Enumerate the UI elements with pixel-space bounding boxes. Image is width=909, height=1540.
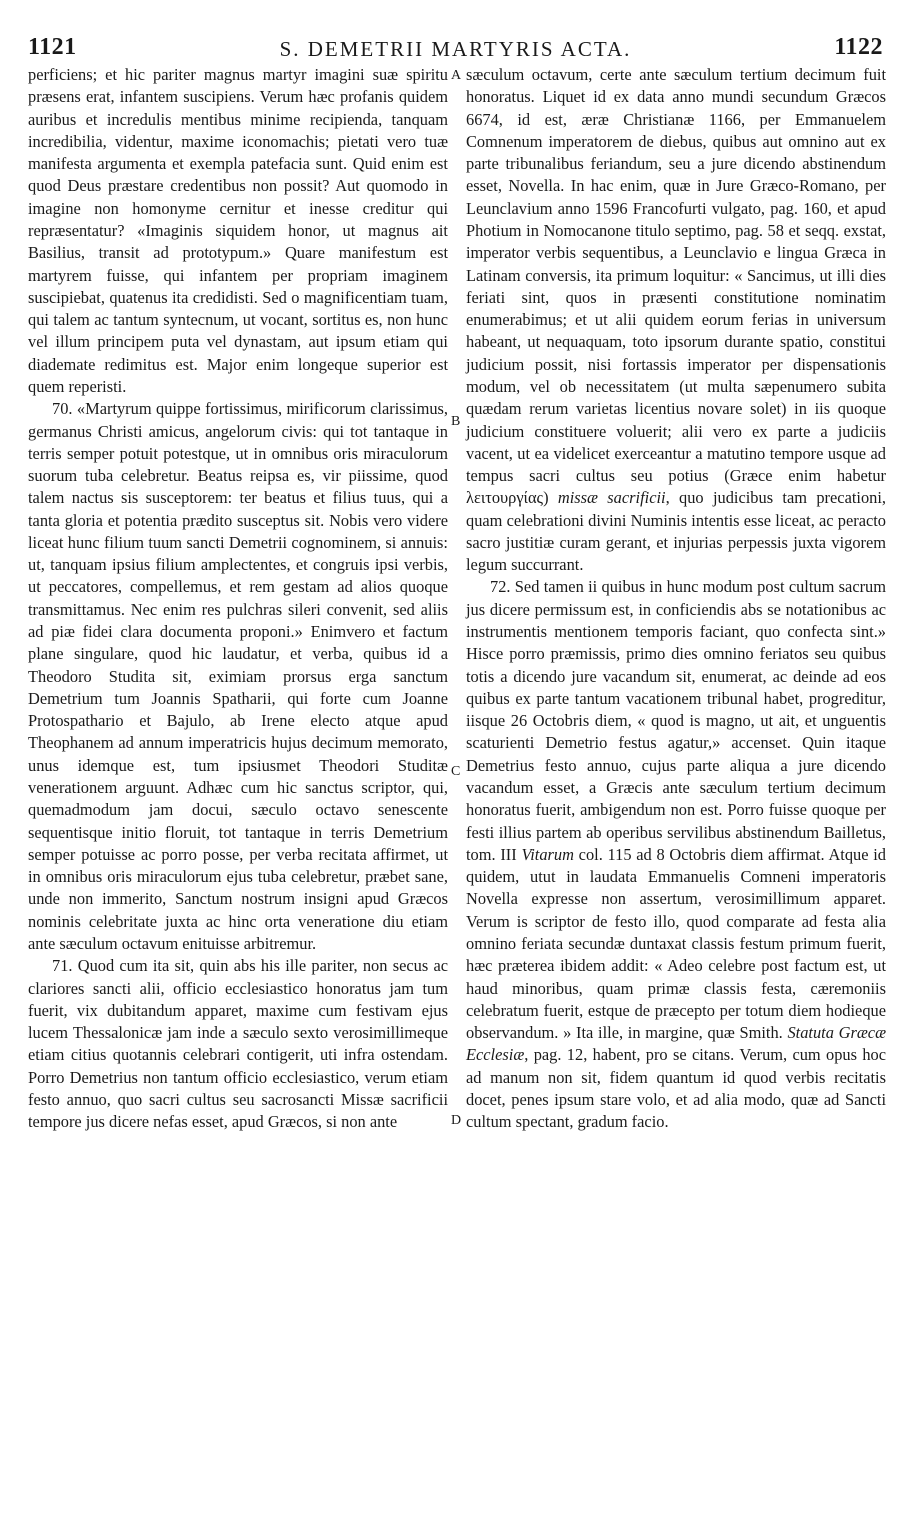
paragraph-72: [466, 576, 886, 1133]
text-run: sæculum octavum, certe ante sæculum tertium decimum fuit honoratus. Liquet id ex data anno mundi secundum Græcos 6674, id est, æræ Christianæ 1166, per Emmanuelem Comnenum imperatorem de diebus, quibus aut omnino aut ex parte tribunalibus feriandum, seu a jure dicendo abstinendum esset, Novella. In hac enim, quæ in Jure Græco-Romano, per Leunclavium anno 1596 Francofurti vulgato, pag. 160, et apud Photium in Nomocanone titulo septimo, pag. 58 et seqq. exstat, imperator verbis sequentibus, a Leunclavio e lingua Græca in Latinam conversis, ita primum loquitur: « Sancimus, ut illi dies feriati sint, quos in præsenti constitutione nominatim enumerabimus; et ut alii quidem eorum ferias in universum habeant, ut nequaquam, toto ipsorum durante spatio, constitui judicium possit, nisi fortassis imperator per dispensationis modum, vel ob necessitatem (ut multa sæpenumero subita quædam rerum varietas licentius novare solet) in iis quoque judicium constituere voluerit; alii vero ex parte a judiciis vacent, ut ea videlicet exerceantur a matutino tempore usque ad tempus sacri cultus seu potius (Græce enim habetur: [466, 65, 886, 486]
paragraph-71: 71. Quod cum ita sit, quin abs his ille pariter, non secus ac clariores sancti alii, officio ecclesiastico honoratus jam tum fuerit, vix dubitandum apparet, maxime cum festivam ejus lucem Thessalonicæ jam inde a sæculo sexto verosimillimeque etiam citius quotannis celebrari contigerit, uti infra ostendam. Porro Demetrius non tantum officio ecclesiastico, verum etiam festo annuo, quo sacri cultus seu sacrosancti Missæ sacrificii tempore jus dicere nefas esset, apud Græcos, si non ante: [28, 956, 448, 1132]
paragraph-continued-right: [466, 64, 886, 576]
italic-term: Statuta Græcæ Ecclesiæ: [466, 1023, 886, 1065]
running-title: S. DEMETRII MARTYRIS ACTA.: [279, 37, 632, 61]
greek-term: λειτουργίας: [466, 488, 544, 508]
margin-letter-b: B: [451, 414, 461, 429]
text-run: col. 115 ad 8 Octobris diem affirmat. Atque id quidem, utut in laudata Emmanuelis Comneni imperatoris Novella expresse non assertum, verosimillimum apparet. Verum is scriptor de festo illo, quod comparate ad festa alia omnino feriata secundæ duntaxat classis festum primum fuerit, hæc præterea ibidem addit: « Adeo celebre post factum est, ut haud minoribus, quam primæ classis festa, cæremoniis celebratum fuerit, estque de præcepto per totum diem hodieque observandum. » Ita ille, in margine, quæ Smith.: [466, 844, 886, 1043]
left-column: [28, 64, 448, 1134]
text-run: , pag. 12, habent, pro se citans. Verum, cum opus hoc ad manum non sit, fidem quantum id quod verbis recitatis docet, penes ipsum stare volo, et ad alia modo, quæ ad Sancti cultum spectant, gradum facio.: [466, 1045, 886, 1132]
page-number-right: 1122: [834, 34, 883, 60]
margin-letter-a: A: [451, 68, 462, 83]
italic-term: Vitarum: [521, 844, 574, 864]
page-number-left: 1121: [28, 34, 77, 60]
paragraph-continued: perficiens; et hic pariter magnus martyr imagini suæ spiritu præsens erat, infantem suscipiens. Verum hæc profanis quidem auribus et incredulis mentibus minime recipienda, tanquam incredibilia, videntur, maxime iconomachis; pietati vero tuæ manifesta argumenta et exempla patefacia sunt. Quid enim est quod Deus præstare credentibus non possit? Aut quomodo in imagine non homonyme cernitur et inesse creditur qui repræsentatur? «Imaginis siquidem honor, ut magnus ait Basilius, transit ad prototypum.» Quare manifestum est martyrem fuisse, qui infantem per propriam imaginem suscipiebat, quatenus ita credidisti. Sed o magnificentiam tuam, qui talem ac tantum syntecnum, ut vocant, sortitus es, non hunc vel illum principem puta vel dynastam, aut ipsum etiam qui diademate redimitus est. Major enim longeque superior est quem reperisti.: [28, 65, 448, 396]
margin-letter-d: D: [451, 1113, 462, 1128]
italic-term: missæ sacrificii: [557, 488, 666, 508]
page-header: [28, 34, 883, 60]
text-run: 72. Sed tamen ii quibus in hunc modum post cultum sacrum jus dicere permissum est, in conficiendis abs se notationibus ac instrumentis mentionem temporis faciant, quo confecta sint.» Hisce porro præmissis, primo dies omnino feriatos seu quibus totis a dicendo jure vacandum sit, enumerat, ac deinde ad eos quibus ex parte tantum vacationem tribunal habet, progreditur, iisque 26 Octobris diem, « quod is magno, ut ait, et unguentis scaturienti Demetrio festus agatur,» accenset. Quin itaque Demetrius festo annuo, cujus parte aliqua a jure dicendo vacandum esset, a Græcis ante sæculum tertium decimum honoratus fuerit, ambigendum non est. Porro fuisse quoque per festi illius partem ab operibus servilibus abstinendum Bailletus, tom. III: [466, 577, 886, 864]
text-run: ): [543, 488, 558, 508]
right-column: [466, 64, 886, 1134]
paragraph-70: 70. «Martyrum quippe fortissimus, mirificorum clarissimus, germanus Christi amicus, angelorum civis: qui tot tantaque in terris semper potuit potestque, ut in omnibus oris miraculorum suorum tuba celebretur. Beatus reipsa es, vir piissime, quod talem nactus sis susceptorem: ter beatus et filius tuus, qui a tanta gloria et potentia prædito susceptus sit. Nobis vero videre liceat hunc filium tuum sancti Demetrii cognominem, si annuis: ut, tanquam ipsius filium amplectentes, et congruis ipsi verbis, ut peccatores, compellemus, et rem gestam ad alios quoque transmittamus. Nec enim res pulchras sileri convenit, sed aliis ad piæ fidei clara documenta proponi.» Enimvero et factum plane singulare, quod hic laudatur, et verba, quibus id a Theodoro Studita sit, eximiam prorsus erga sanctum Demetrium tum Joannis Spatharii, qui forte cum Joanne Protospathario et Bajulo, ab Irene electo atque apud Theophanem ad annum imperatricis hujus decimum memorato, unus idemque est, tum ipsiusmet Theodori Studitæ venerationem arguunt. Adhæc cum hic sanctus scriptor, qui, quemadmodum jam docui, sæculo octavo senescente sequentisque initio floruit, tot tantaque in terris Demetrium semper potuisse ac porro posse, per verba recitata affirmet, ut in omnibus oris miraculorum ejus tuba celebretur, præbet sane, unde non immerito, Sanctum nostrum insigni apud Græcos nominis celebritate juxta ac hinc orta venerationе diu etiam ante sæculum octavum enituisse arbitremur.: [28, 399, 448, 953]
margin-letter-c: C: [451, 764, 461, 779]
text-run: , quo judicibus tam precationi, quam celebrationi divini Numinis intentis esse liceat, ac peracto sacro justitiæ curam gerant, et injurias perpessis juxta vigorem legum succurrant.: [466, 488, 886, 575]
